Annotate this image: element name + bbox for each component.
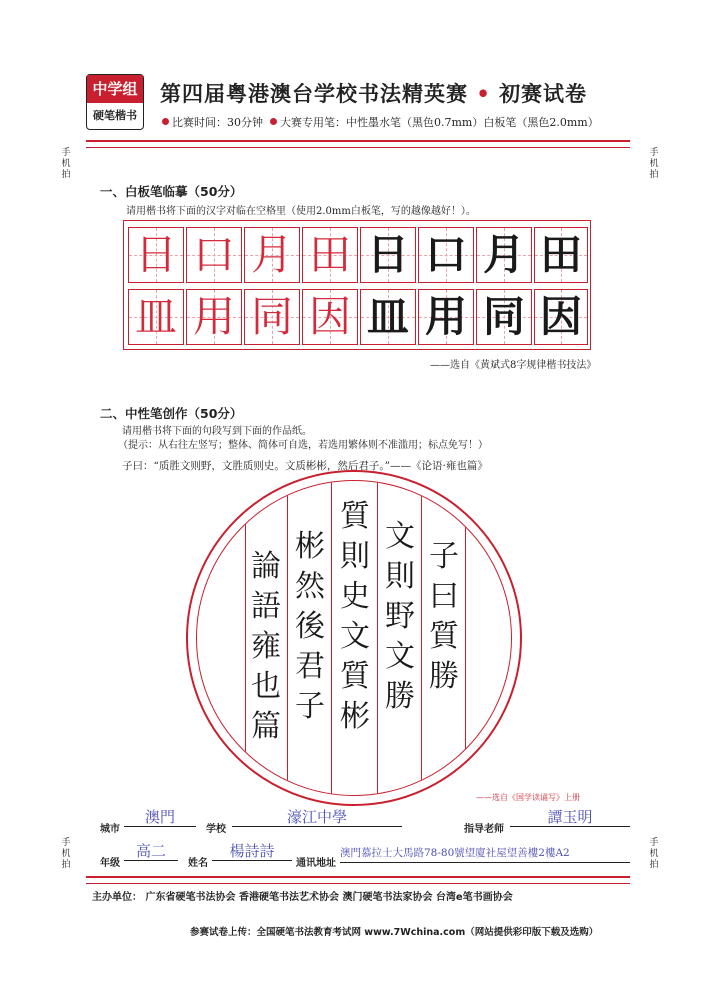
bullet-icon (162, 118, 169, 125)
column-divider (287, 481, 288, 795)
footer-divider (86, 876, 630, 884)
city-label: 城市 (100, 824, 120, 835)
model-char: 月 (250, 230, 293, 279)
handwritten-column-4: 彬然後君子 (295, 529, 325, 724)
header-divider (86, 140, 630, 148)
composition-paper (196, 480, 512, 796)
handwritten-column-3: 質則史文質彬 (340, 499, 370, 734)
copy-char-cell (360, 289, 416, 345)
teacher-field[interactable]: 譚玉明 (510, 808, 630, 827)
copy-char: 口 (424, 230, 467, 279)
copy-char-cell (360, 227, 416, 283)
copy-char: 日 (366, 230, 409, 279)
address-label: 通讯地址 (296, 858, 336, 869)
grade-label: 年级 (100, 858, 120, 869)
copy-char-cell (476, 289, 532, 345)
city-field[interactable]: 澳門 (124, 808, 196, 827)
section1-title: 一、白板笔临摹（50分） (100, 184, 243, 199)
column-divider (421, 481, 422, 795)
copy-char: 同 (482, 292, 525, 341)
section2-quote: 子曰：“质胜文则野，文胜质则史。文质彬彬，然后君子。”——《论语·雍也篇》 (122, 460, 488, 472)
title-separator: • (476, 81, 491, 106)
model-char-cell (302, 289, 358, 345)
copy-char-cell (418, 227, 474, 283)
phone-photo-note-left-top: 手机拍 (61, 148, 71, 180)
section2-title: 二、中性笔创作（50分） (100, 406, 243, 421)
copy-char: 田 (539, 230, 582, 279)
model-char: 同 (250, 292, 293, 341)
upload-note: 参赛试卷上传：全国硬笔书法教育考试网 www.7Wchina.com（网站提供彩印版下载及选购） (190, 927, 599, 938)
column-divider (331, 481, 332, 795)
copy-char-cell (534, 289, 588, 345)
column-divider (465, 481, 466, 795)
phone-photo-note-right-bottom: 手机拍 (649, 838, 659, 870)
model-char-cell (186, 289, 242, 345)
phone-photo-note-right-top: 手机拍 (649, 148, 659, 180)
handwritten-column-5: 論語雍也篇 (251, 549, 281, 744)
model-char: 用 (192, 292, 235, 341)
section1-desc: 请用楷书将下面的汉字对临在空格里（使用2.0mm白板笔，写的越像越好！）。 (126, 206, 476, 217)
section1-source: ——选自《黄斌式8字规律楷书技法》 (430, 360, 597, 371)
copy-char-cell (476, 227, 532, 283)
badge-group-label: 中学组 (87, 75, 143, 103)
section2-desc2: （提示：从右往左竖写；整体、简体可自选，若选用繁体则不准滥用；标点免写！） (118, 440, 488, 451)
copy-char: 用 (424, 292, 467, 341)
copy-char: 月 (482, 230, 525, 279)
copy-char-cell (534, 227, 588, 283)
copy-char: 因 (539, 292, 582, 341)
exam-subtitle (162, 114, 599, 130)
model-char: 因 (308, 292, 351, 341)
model-char: 田 (308, 230, 351, 279)
address-field[interactable]: 澳門慕拉士大馬路78-80號望廈社屋望善樓2樓A2 (340, 844, 630, 863)
model-char-cell (186, 227, 242, 283)
section2-desc1: 请用楷书将下面的句段写到下面的作品纸。 (122, 426, 312, 437)
name-field[interactable]: 楊詩詩 (212, 842, 292, 861)
copy-char-cell (418, 289, 474, 345)
model-char: 口 (192, 230, 235, 279)
badge-style-label: 硬笔楷书 (93, 109, 137, 122)
model-char: 日 (134, 230, 177, 279)
grade-field[interactable]: 高二 (124, 842, 178, 861)
model-char-cell (128, 289, 184, 345)
column-divider (377, 481, 378, 795)
title-main: 第四届粤港澳台学校书法精英赛 (160, 81, 468, 106)
section2-source: ——选自《国学读诵写》上册 (476, 793, 580, 802)
pen-label: 大赛专用笔：中性墨水笔（黑色0.7mm）白板笔（黑色2.0mm） (280, 116, 599, 129)
bullet-icon (270, 118, 277, 125)
model-char-cell (244, 289, 300, 345)
tracing-grid (123, 220, 591, 350)
copy-char: 皿 (366, 292, 409, 341)
school-field[interactable]: 濠江中學 (232, 808, 402, 827)
model-char: 皿 (134, 292, 177, 341)
exam-title (160, 78, 630, 108)
handwritten-column-2: 文則野文勝 (385, 519, 415, 714)
group-badge (86, 74, 144, 130)
phone-photo-note-left-bottom: 手机拍 (61, 838, 71, 870)
model-char-cell (302, 227, 358, 283)
organizers-line: 主办单位： 广东省硬笔书法协会 香港硬笔书法艺术协会 澳门硬笔书法家协会 台湾e笔书画协会 (92, 892, 513, 903)
name-label: 姓名 (188, 858, 208, 869)
time-label: 比赛时间：30分钟 (172, 116, 263, 129)
teacher-label: 指导老师 (464, 824, 504, 835)
handwritten-column-1: 子曰質勝 (429, 539, 459, 694)
model-char-cell (244, 227, 300, 283)
school-label: 学校 (206, 824, 226, 835)
model-char-cell (128, 227, 184, 283)
title-suffix: 初赛试卷 (499, 81, 588, 106)
